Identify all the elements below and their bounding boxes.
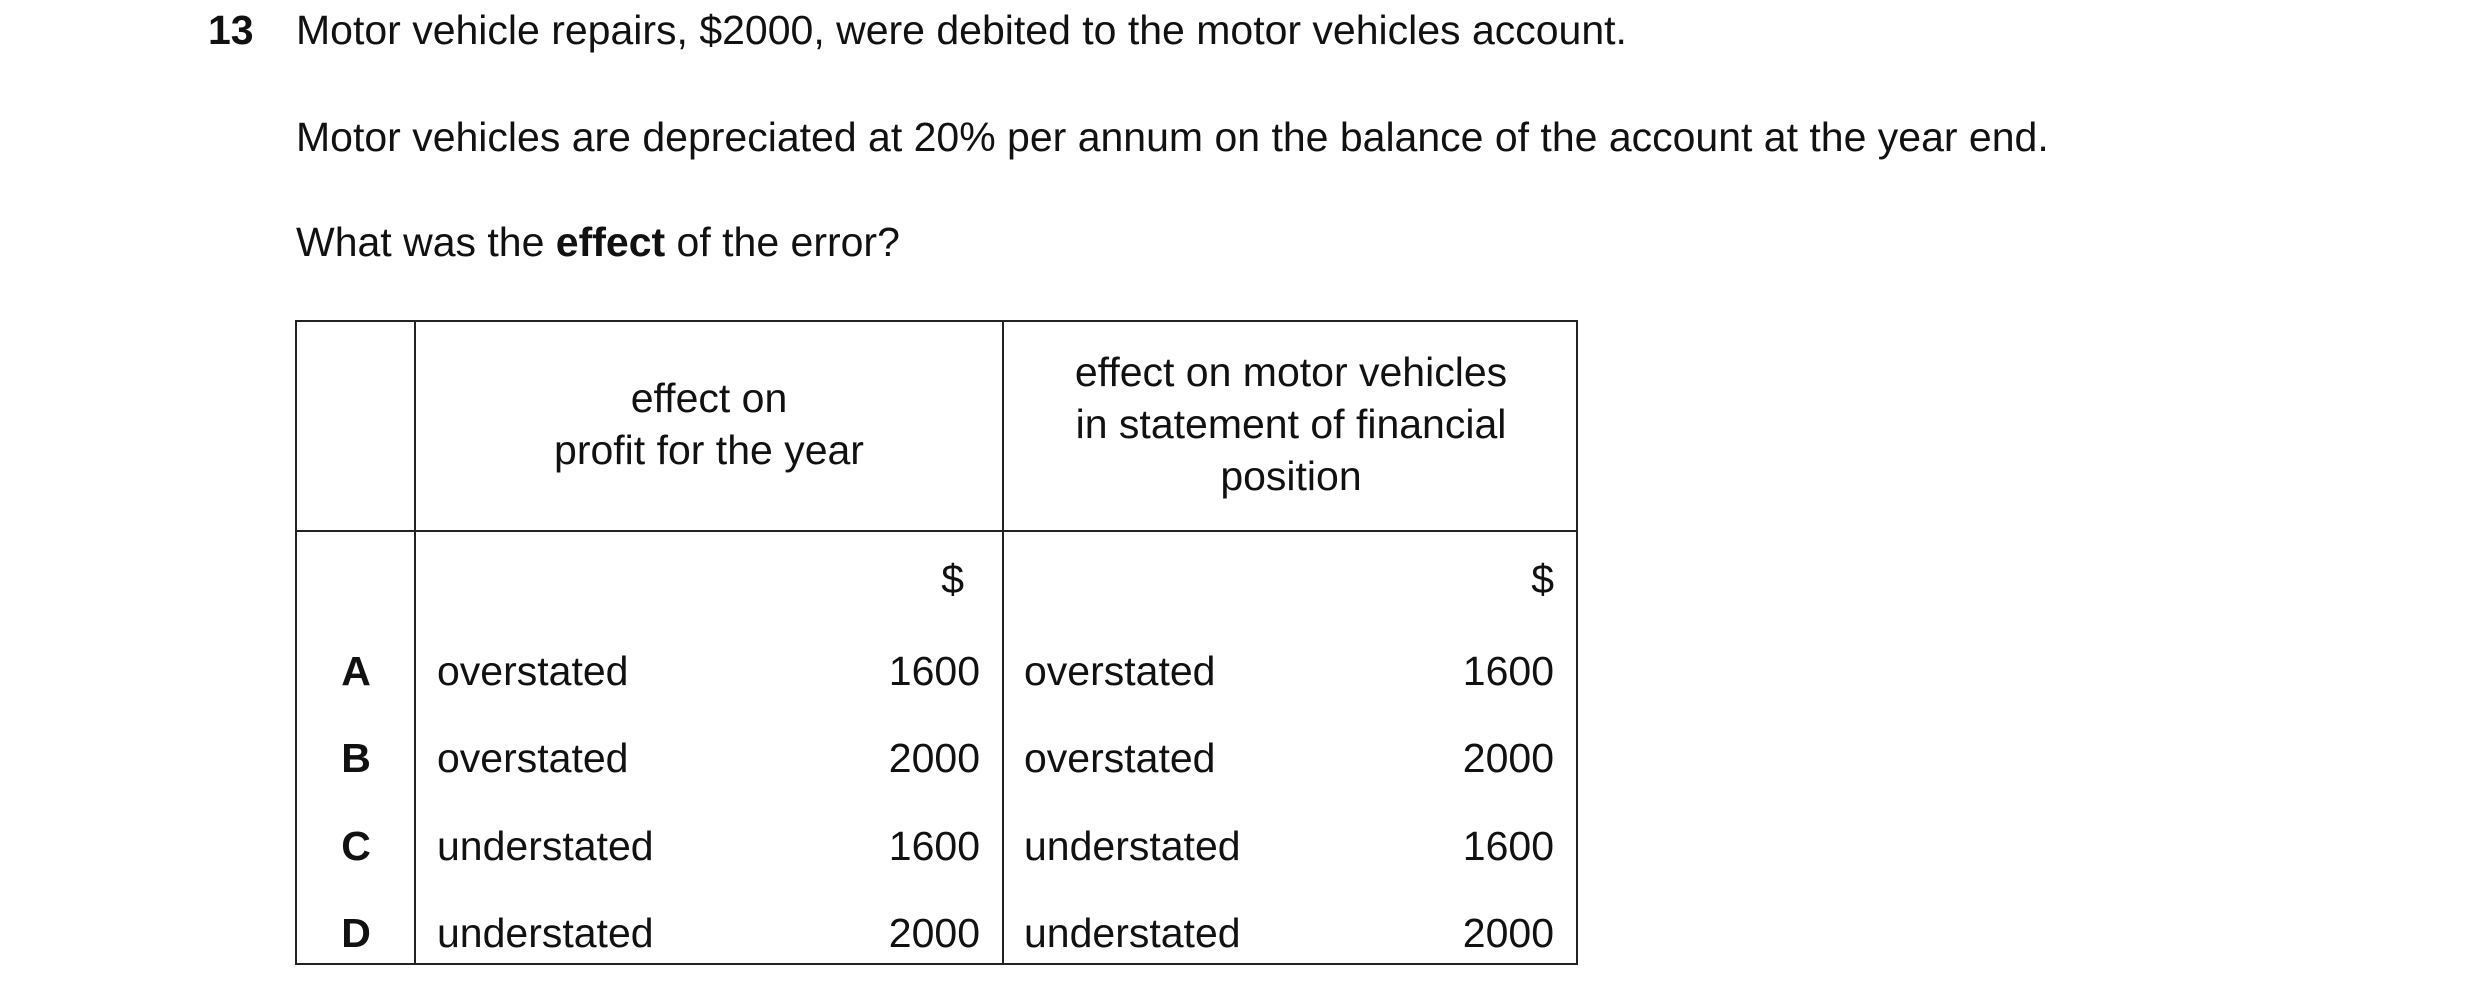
mv-effect-cell: overstated [1024,735,1216,781]
prompt-pre: What was the [296,219,556,265]
option-letter: A [341,648,371,694]
profit-amount-cell [416,732,1002,784]
currency-label-mv [1004,553,1578,605]
profit-amount-cell [416,645,1002,697]
amount-value: 2000 [1462,910,1554,956]
question-number: 13 [208,7,254,53]
amount-value: 2000 [888,735,980,781]
profit-effect-cell: overstated [437,648,629,694]
header-mv-line-3: position [1220,453,1362,499]
mv-effect-cell: overstated [1024,648,1216,694]
mv-amount-cell [1004,820,1578,872]
option-letter: B [341,735,371,781]
prompt-post: of the error? [665,219,900,265]
mv-amount-cell [1004,645,1578,697]
profit-effect-cell: overstated [437,735,629,781]
profit-amount-cell [416,907,1002,959]
currency-symbol: $ [1531,556,1554,602]
amount-value: 1600 [888,823,980,869]
question-text-line-1: Motor vehicle repairs, $2000, were debited to the motor vehicles account. [296,7,1627,53]
currency-symbol: $ [941,556,964,602]
amount-value: 2000 [888,910,980,956]
mv-amount-cell [1004,732,1578,784]
header-divider [297,530,1576,532]
question-text-line-2: Motor vehicles are depreciated at 20% per annum on the balance of the account at the year end. [296,114,2049,160]
header-profit-line-2: profit for the year [554,427,864,473]
amount-value: 2000 [1462,735,1554,781]
header-profit-line-1: effect on [630,375,788,421]
mv-effect-cell: understated [1024,910,1241,956]
header-motor-vehicles-effect [1004,346,1578,502]
mv-amount-cell [1004,907,1578,959]
amount-value: 1600 [888,648,980,694]
answer-options-table [295,320,1578,965]
header-mv-line-1: effect on motor vehicles [1074,349,1508,395]
profit-effect-cell: understated [437,823,654,869]
option-letter: C [341,823,371,869]
prompt-bold-word: effect [555,219,666,265]
amount-value: 1600 [1462,648,1554,694]
amount-value: 1600 [1462,823,1554,869]
currency-label-profit [416,553,1002,605]
option-letter: D [341,910,371,956]
header-mv-line-2: in statement of financial [1075,401,1507,447]
header-profit-effect [416,372,1002,476]
profit-amount-cell [416,820,1002,872]
profit-effect-cell: understated [437,910,654,956]
question-prompt [296,216,900,268]
mv-effect-cell: understated [1024,823,1241,869]
